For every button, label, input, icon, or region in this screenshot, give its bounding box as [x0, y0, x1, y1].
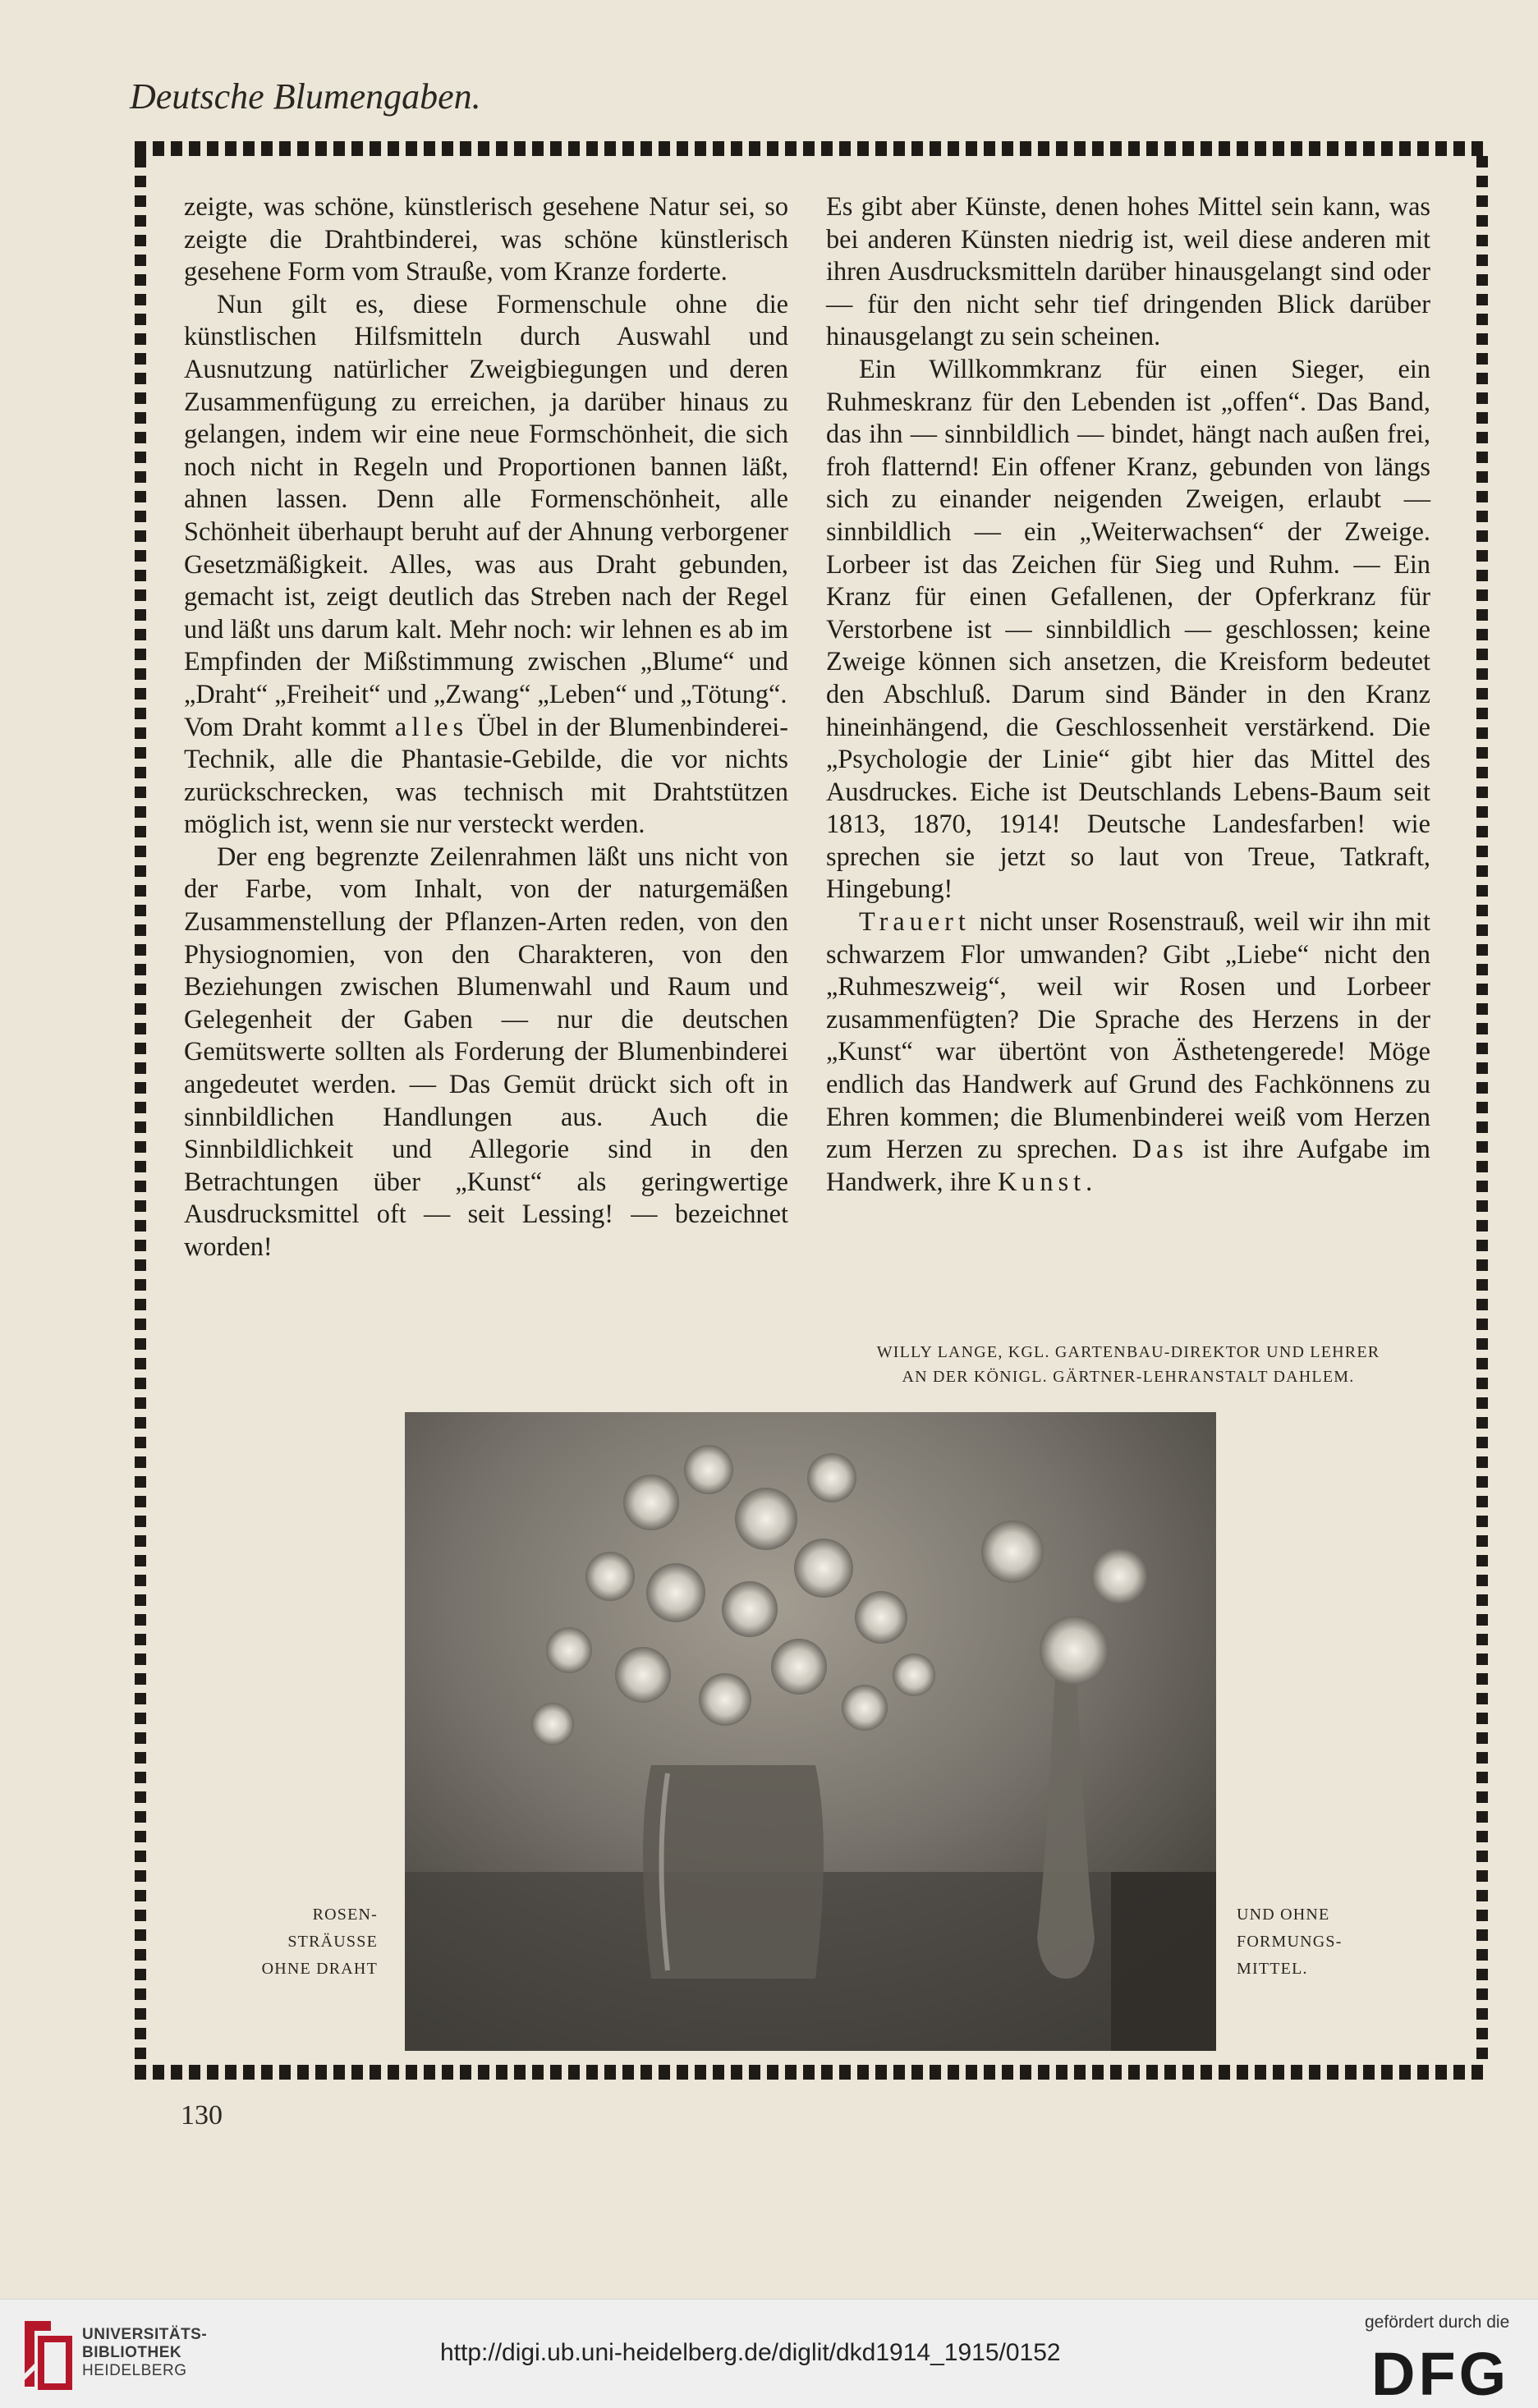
text-column-right: [826, 190, 1430, 1198]
paragraph: Ein Willkommkranz für einen Sieger, ein Ruhmeskranz für den Lebenden ist „offen“. Das Band, das ihn — sinnbildlich — bindet, hängt nach außen frei, froh flatternd! Ein offener Kranz, gebunden von längs sich zu einander neigenden Zweigen, erlaubt — sinnbildlich — ein „Weiterwachsen“ der Zweige. Lorbeer ist das Zeichen für Sieg und Ruhm. — Ein Kranz für einen Gefallenen, der Opferkranz für Verstorbene ist — sinnbildlich — geschlossen; keine Zweige können sich ansetzen, die Kreisform bedeutet den Abschluß. Darum sind Bänder in den Kranz hineinhängend, die Geschlossenheit verstärkend. Die „Psychologie der Linie“ gibt hier das Mittel des Ausdruckes. Eiche ist Deutschlands Lebens-Baum seit 1813, 1870, 1914! Deutsche Landesfarben! wie sprechen sie jetzt so laut von Treue, Tatkraft, Hingebung!: [826, 353, 1430, 904]
paragraph: Der eng begrenzte Zeilenrahmen läßt uns nicht von der Farbe, vom Inhalt, von der naturgemäßen Zusammenstellung der Pflanzen-Arten reden, von den Physiognomien, von den Charakteren, von den Beziehungen zwischen Blumenwahl und Raum und Gelegenheit der Gaben — nur die deutschen Gemütswerte sollten als Forderung der Blumenbinderei angedeutet werden. — Das Gemüt drückt sich oft in sinnbildlichen Handlungen aus. Auch die Sinnbildlichkeit und Allegorie sind in den Betrachtungen über „Kunst“ als geringwertige Ausdrucksmittel oft — seit Lessing! — bezeichnet worden!: [184, 841, 788, 1261]
paragraph: [826, 906, 1430, 1198]
digitization-footer: [0, 2299, 1538, 2408]
emphasized-word: alles: [394, 711, 469, 741]
checkered-border-right: [1476, 156, 1488, 2065]
library-name-line: UNIVERSITÄTS-: [82, 2326, 208, 2343]
caption-line: FORMUNGS-: [1237, 1933, 1343, 1951]
dfg-logo[interactable]: DFG: [1371, 2340, 1510, 2408]
emphasized-word: Das: [1132, 1134, 1189, 1164]
university-library-logo-icon[interactable]: [18, 2314, 76, 2393]
checkered-border-bottom: [135, 2065, 1488, 2080]
author-signature: [826, 1340, 1430, 1389]
running-head: Deutsche Blumengaben.: [130, 76, 481, 117]
paragraph: zeigte, was schöne, künstlerisch gesehene Natur sei, so zeigte die Drahtbinderei, was schöne künstlerisch gesehene Form vom Strauße, vom Kranze forderte.: [184, 191, 788, 287]
paragraph: Es gibt aber Künste, denen hohes Mittel sein kann, was bei anderen Künsten niedrig ist, weil diese anderen mit ihren Ausdrucksmitteln darüber hinausgelangt sind oder — für den nicht sehr tief dringenden Blick darüber hinausgelangt zu sein scheinen.: [826, 191, 1430, 351]
checkered-border-left: [135, 156, 146, 2065]
glass-vase: [643, 1765, 824, 1979]
rose-bouquets-photo: [405, 1412, 1216, 2051]
caption-line: OHNE DRAHT: [261, 1960, 378, 1978]
text-column-left: [184, 190, 788, 1264]
caption-line: MITTEL.: [1237, 1960, 1308, 1978]
photo-caption-right: [1237, 1901, 1384, 1983]
paragraph: [184, 711, 788, 841]
emphasized-word: Trauert: [859, 906, 971, 937]
photo-illustration: [405, 1412, 1216, 2051]
signature-line: AN DER KÖNIGL. GÄRTNER-LEHRANSTALT DAHLEM.: [902, 1368, 1355, 1386]
paragraph: Nun gilt es, diese Formenschule ohne die künstlischen Hilfsmitteln durch Auswahl und Ausnutzung natürlicher Zweigbiegungen und deren Zusammenfügung zu erreichen, ja darüber hinaus zu gelangen, indem wir eine neue Formschönheit, die sich noch nicht in Regeln und Proportionen bannen läßt, ahnen lassen. Denn alle Formenschönheit, alle Schönheit überhaupt beruht auf der Ahnung verborgener Gesetzmäßigkeit. Alles, was aus Draht gebunden, gemacht ist, zeigt deutlich das Streben nach der Regel und läßt uns darum kalt. Mehr noch: wir lehnen es ab im Empfinden der Mißstimmung zwischen „Blume“ und „Draht“ „Freiheit“ und „Zwang“ „Leben“ und „Tötung“.: [184, 288, 788, 709]
caption-line: UND OHNE: [1237, 1906, 1330, 1924]
paragraph-text: Vom Draht kommt: [184, 711, 395, 741]
caption-line: ROSEN-: [312, 1906, 378, 1924]
page-number: 130: [181, 2100, 223, 2131]
library-name-line: HEIDELBERG: [82, 2362, 187, 2379]
emphasized-word: Kunst.: [997, 1166, 1098, 1196]
caption-line: STRÄUSSE: [287, 1933, 378, 1951]
photo-caption-left: [230, 1901, 378, 1983]
university-library-name: [82, 2326, 207, 2380]
library-name-line: BIBLIOTHEK: [82, 2344, 182, 2361]
paragraph-text: nicht unser Rosenstrauß, weil wir ihn mit schwarzem Flor umwanden? Gibt „Liebe“ nicht den „Ruhmeszweig“, weil wir Rosen und Lorbeer zusammenfügten? Die Sprache des Herzens in der „Kunst“ war übertönt von Ästhetengerede! Möge endlich das Handwerk auf Grund des Fachkönnens zu Ehren kommen; die Blumenbinderei weiß vom Herzen zum Herzen zu sprechen.: [826, 906, 1430, 1164]
checkered-border-top: [135, 141, 1488, 156]
signature-line: WILLY LANGE, KGL. GARTENBAU-DIREKTOR UND LEHRER: [876, 1343, 1380, 1361]
funding-caption: gefördert durch die: [1365, 2313, 1510, 2332]
permalink-url[interactable]: http://digi.ub.uni-heidelberg.de/diglit/dkd1914_1915/0152: [440, 2339, 1061, 2366]
paragraph-text: Übel in der Blumenbinderei-Technik, alle die Phantasie-Gebilde, die vor nichts zurückschrecken, was technisch mit Drahtstützen möglich ist, wenn sie nur versteckt werden.: [184, 711, 789, 839]
paragraph-text: ist ihre Aufgabe im Handwerk, ihre: [826, 1134, 1431, 1196]
